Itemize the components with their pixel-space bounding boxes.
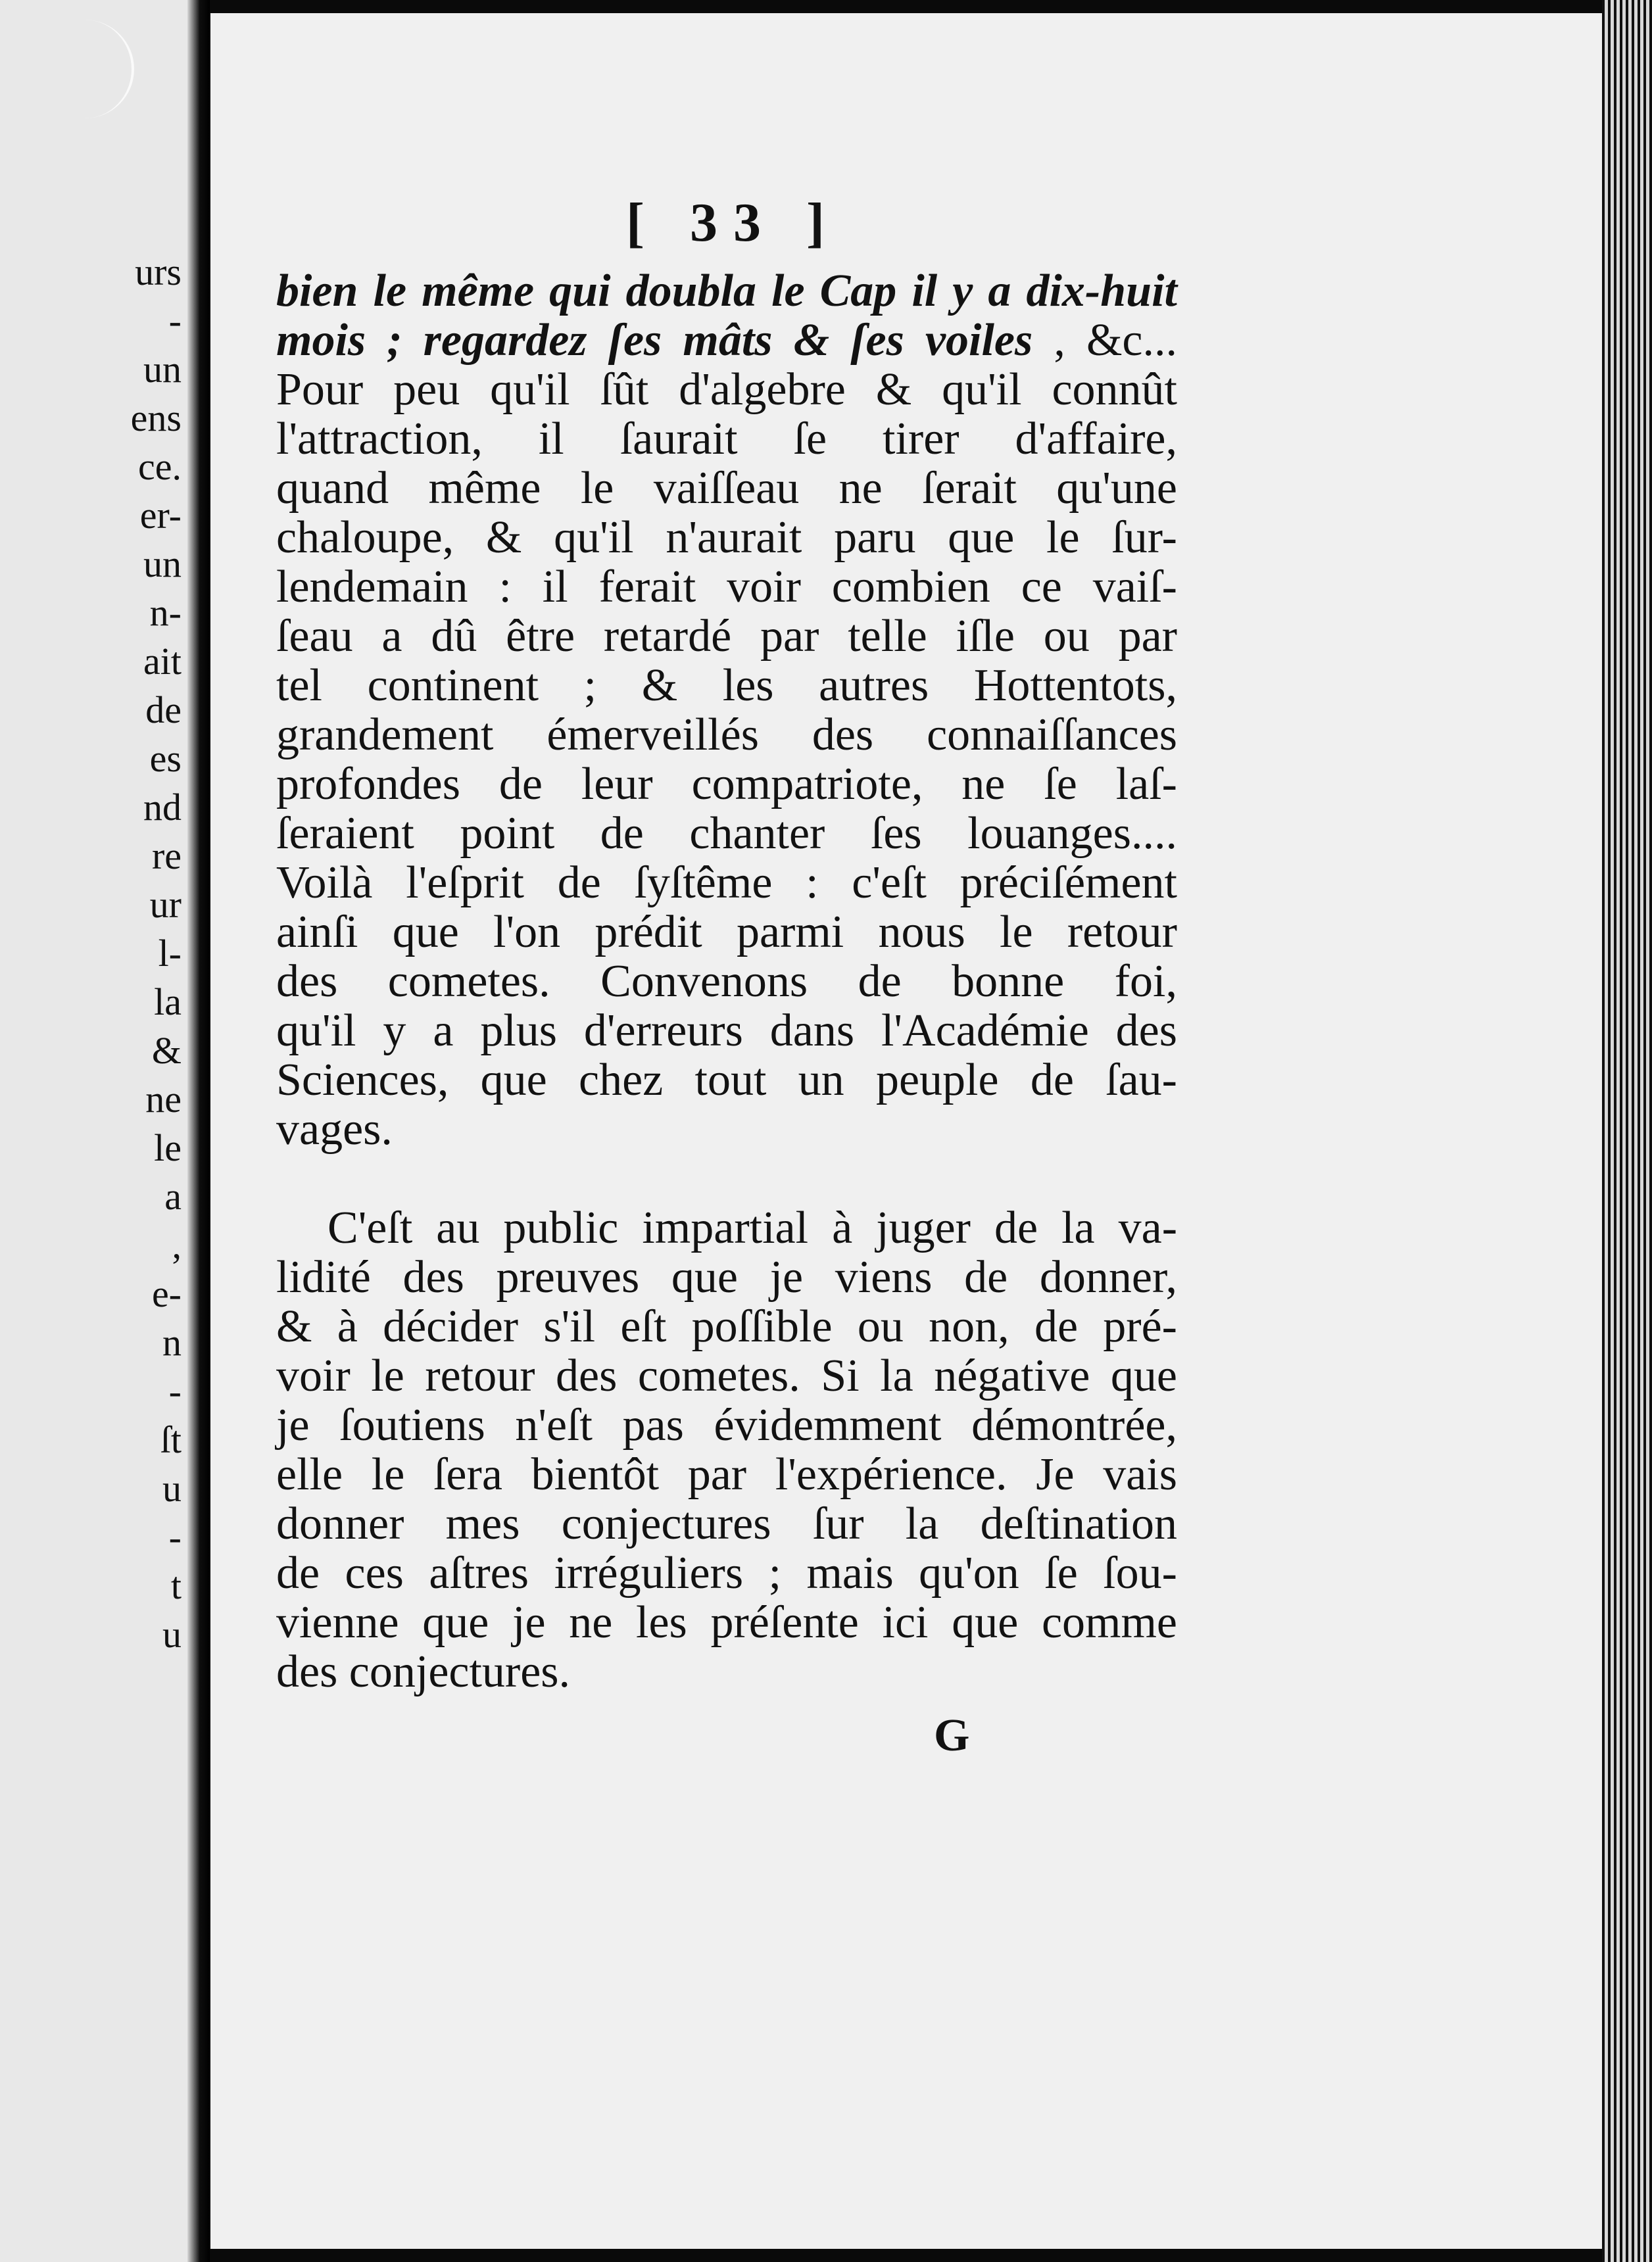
text-line: des conjectures.	[276, 1647, 571, 1697]
italic-line-2-text: mois ; regardez ſes mâts & ſes voiles	[276, 315, 1033, 366]
text-line: lidité des preuves que je viens de donner,	[276, 1252, 1177, 1303]
facing-page-fragment-text: ce.	[138, 445, 182, 488]
text-line: chaloupe, & qu'il n'aurait paru que le ſur-	[276, 512, 1177, 563]
page-curl-mark	[39, 20, 134, 118]
text-line: tel continent ; & les autres Hottentots,	[276, 660, 1177, 711]
paragraph-2-lines	[276, 1203, 1177, 1696]
facing-page-fragment-text: es	[149, 737, 182, 780]
page-stack-edge	[1602, 0, 1652, 2262]
facing-page-fragment-text: re	[151, 834, 182, 877]
text-line: profondes de leur compatriote, ne ſe laſ-	[276, 759, 1177, 809]
text-line: voir le retour des cometes. Si la négative que	[276, 1351, 1177, 1401]
text-line: Pour peu qu'il ſût d'algebre & qu'il connût	[276, 364, 1177, 415]
facing-page-fragment-text: a	[164, 1175, 182, 1218]
facing-page-fragment-text: ,	[172, 1224, 182, 1266]
text-line: l'attraction, il ſaurait ſe tirer d'affaire,	[276, 414, 1177, 464]
gutter-shadow	[187, 0, 210, 2262]
facing-page-fragment-text: n	[162, 1321, 182, 1364]
italic-line-2-tail: , &c...	[1032, 315, 1177, 366]
body-text	[276, 266, 1177, 1696]
facing-page-fragment-text: u	[162, 1613, 182, 1656]
paragraph-1	[276, 266, 1177, 1154]
text-line: je ſoutiens n'eſt pas évidemment démontrée,	[276, 1400, 1177, 1451]
paragraph-gap	[276, 1154, 1177, 1203]
text-line: ainſi que l'on prédit parmi nous le retour	[276, 907, 1177, 957]
paragraph-2	[276, 1203, 1177, 1696]
facing-page-fragment-text: -	[168, 1370, 182, 1412]
text-line: C'eſt au public impartial à juger de la va-	[328, 1203, 1177, 1253]
facing-page-fragment-text: n-	[149, 591, 182, 634]
text-line: quand même le vaiſſeau ne ſerait qu'une	[276, 463, 1177, 514]
text-line: de ces aſtres irréguliers ; mais qu'on ſe ſou-	[276, 1548, 1177, 1599]
facing-page-fragment-text: ens	[130, 397, 182, 439]
page-number: [ 33 ]	[626, 192, 840, 253]
text-line: elle le ſera bientôt par l'expérience. Je vais	[276, 1449, 1177, 1500]
facing-page-fragment-text: un	[143, 348, 182, 391]
text-line: donner mes conjectures ſur la deſtination	[276, 1499, 1177, 1549]
facing-page-fragment-text: -	[168, 1516, 182, 1558]
facing-page-fragment-text: e-	[151, 1272, 182, 1315]
catchword: G	[934, 1710, 970, 1761]
text-line: qu'il y a plus d'erreurs dans l'Académie des	[276, 1005, 1177, 1056]
paragraph-1-lines	[276, 365, 1177, 1154]
text-line: Voilà l'eſprit de ſyſtême : c'eſt préciſément	[276, 857, 1177, 908]
text-line: vienne que je ne les préſente ici que comme	[276, 1597, 1177, 1648]
facing-page-fragment	[0, 0, 209, 2262]
text-line: grandement émerveillés des connaiſſances	[276, 710, 1177, 760]
facing-page-fragment-text: er-	[139, 494, 182, 537]
text-line: ſeraient point de chanter ſes louanges....	[276, 808, 1177, 859]
facing-page-fragment-text: t	[170, 1564, 182, 1607]
text-line: vages.	[276, 1104, 393, 1155]
facing-page-fragment-text: ur	[149, 883, 182, 926]
facing-page-fragment-text: -	[168, 299, 182, 342]
facing-page-fragment-text: u	[162, 1467, 182, 1510]
facing-page-fragment-text: urs	[135, 251, 182, 293]
facing-page-fragment-text: un	[143, 542, 182, 585]
facing-page-fragment-text: nd	[143, 786, 182, 829]
text-line: & à décider s'il eſt poſſible ou non, de pré-	[276, 1301, 1177, 1352]
facing-page-fragment-text: ſt	[160, 1418, 182, 1461]
italic-line-1: bien le même qui doubla le Cap il y a dix-huit	[276, 266, 1177, 316]
text-line: lendemain : il ferait voir combien ce vaiſ-	[276, 562, 1177, 612]
text-line: Sciences, que chez tout un peuple de ſau-	[276, 1055, 1177, 1105]
facing-page-fragment-text: le	[154, 1126, 182, 1169]
facing-page-fragment-text: ne	[145, 1078, 182, 1120]
facing-page-fragment-text: &	[151, 1029, 182, 1072]
italic-line-2	[276, 316, 1177, 365]
text-line: ſeau a dû être retardé par telle iſle ou par	[276, 611, 1177, 662]
text-line: des cometes. Convenons de bonne foi,	[276, 956, 1177, 1007]
facing-page-fragment-text: de	[145, 688, 182, 731]
facing-page-fragment-text: l-	[158, 932, 182, 975]
facing-page-fragment-text: ait	[143, 640, 182, 683]
facing-page-fragment-text: la	[154, 980, 182, 1023]
